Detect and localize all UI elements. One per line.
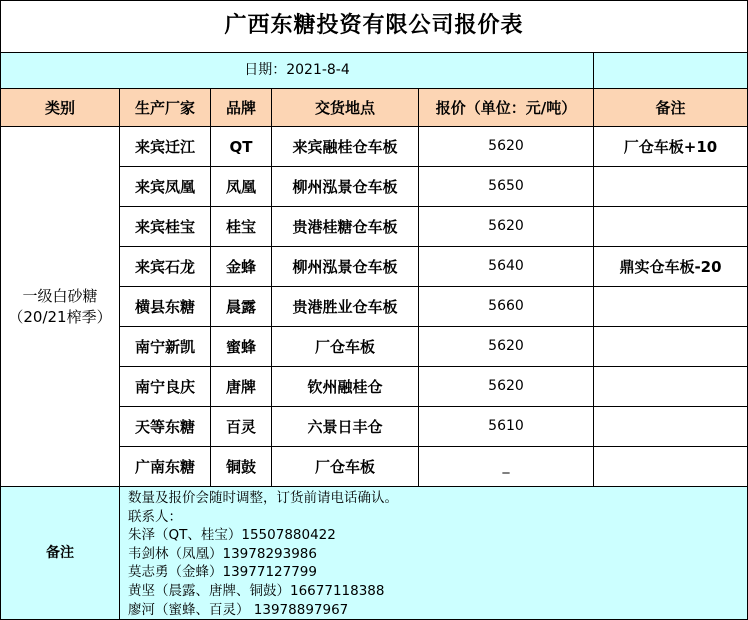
delivery-cell: 柳州泓景仓车板 [272, 167, 419, 207]
brand-cell: 铜鼓 [211, 447, 272, 487]
remark-line: 联系人： [128, 508, 182, 525]
remark-cell [594, 447, 748, 487]
delivery-cell: 厂仓车板 [272, 327, 419, 367]
price-cell: _ [419, 447, 594, 487]
remark-cell [594, 167, 748, 207]
price-cell: 5660 [419, 287, 594, 327]
header-row [1, 89, 748, 127]
delivery-cell: 厂仓车板 [272, 447, 419, 487]
header-category: 类别 [1, 89, 120, 127]
remark-line: 韦剑林（凤凰）13978293986 [128, 545, 317, 562]
brand-cell: 凤凰 [211, 167, 272, 207]
date-cell: 日期：2021-8-4 [1, 53, 594, 89]
delivery-cell: 六景日丰仓 [272, 407, 419, 447]
price-cell: 5620 [419, 207, 594, 247]
date-row [1, 53, 748, 89]
manufacturer-cell: 来宾凤凰 [120, 167, 211, 207]
date-empty-cell [594, 53, 748, 89]
manufacturer-cell: 南宁良庆 [120, 367, 211, 407]
brand-cell: 百灵 [211, 407, 272, 447]
remarks-label: 备注 [1, 487, 120, 620]
price-cell: 5620 [419, 367, 594, 407]
title-row [1, 1, 748, 53]
manufacturer-cell: 横县东糖 [120, 287, 211, 327]
header-manufacturer: 生产厂家 [120, 89, 211, 127]
remark-cell [594, 287, 748, 327]
remark-line: 朱泽（QT、桂宝）15507880422 [128, 527, 336, 544]
header-delivery: 交货地点 [272, 89, 419, 127]
remark-cell [594, 367, 748, 407]
remarks-row [1, 487, 748, 620]
price-cell: 5610 [419, 407, 594, 447]
remark-cell [594, 407, 748, 447]
brand-cell: 桂宝 [211, 207, 272, 247]
header-price: 报价（单位：元/吨） [419, 89, 594, 127]
remark-cell: 鼎实仓车板-20 [594, 247, 748, 287]
price-cell: 5620 [419, 327, 594, 367]
delivery-cell: 贵港胜业仓车板 [272, 287, 419, 327]
delivery-cell: 柳州泓景仓车板 [272, 247, 419, 287]
manufacturer-cell: 来宾迁江 [120, 127, 211, 167]
remark-line: 黄坚（晨露、唐牌、铜鼓）16677118388 [128, 582, 385, 599]
remark-line: 数量及报价会随时调整，订货前请电话确认。 [128, 490, 398, 506]
delivery-cell: 钦州融桂仓 [272, 367, 419, 407]
brand-cell: 蜜蜂 [211, 327, 272, 367]
price-cell: 5620 [419, 127, 594, 167]
brand-cell: 唐牌 [211, 367, 272, 407]
category-cell [1, 127, 120, 487]
manufacturer-cell: 南宁新凯 [120, 327, 211, 367]
remark-cell: 厂仓车板+10 [594, 127, 748, 167]
brand-cell: 金蜂 [211, 247, 272, 287]
delivery-cell: 贵港桂糖仓车板 [272, 207, 419, 247]
remark-line: 廖河（蜜蜂、百灵） 13978897967 [128, 601, 349, 618]
header-brand: 品牌 [211, 89, 272, 127]
manufacturer-cell: 天等东糖 [120, 407, 211, 447]
sheet-title: 广西东糖投资有限公司报价表 [1, 1, 748, 53]
price-cell: 5640 [419, 247, 594, 287]
category-name: 一级白砂糖 [22, 287, 98, 306]
header-remarks: 备注 [594, 89, 748, 127]
manufacturer-cell: 来宾桂宝 [120, 207, 211, 247]
remarks-text [120, 487, 748, 620]
remark-cell [594, 207, 748, 247]
delivery-cell: 来宾融桂仓车板 [272, 127, 419, 167]
manufacturer-cell: 广南东糖 [120, 447, 211, 487]
category-season: （20/21榨季） [8, 307, 112, 326]
table-row [1, 127, 748, 167]
remark-cell [594, 327, 748, 367]
brand-cell: QT [211, 127, 272, 167]
price-cell: 5650 [419, 167, 594, 207]
remark-line: 莫志勇（金蜂）13977127799 [128, 564, 317, 581]
manufacturer-cell: 来宾石龙 [120, 247, 211, 287]
brand-cell: 晨露 [211, 287, 272, 327]
